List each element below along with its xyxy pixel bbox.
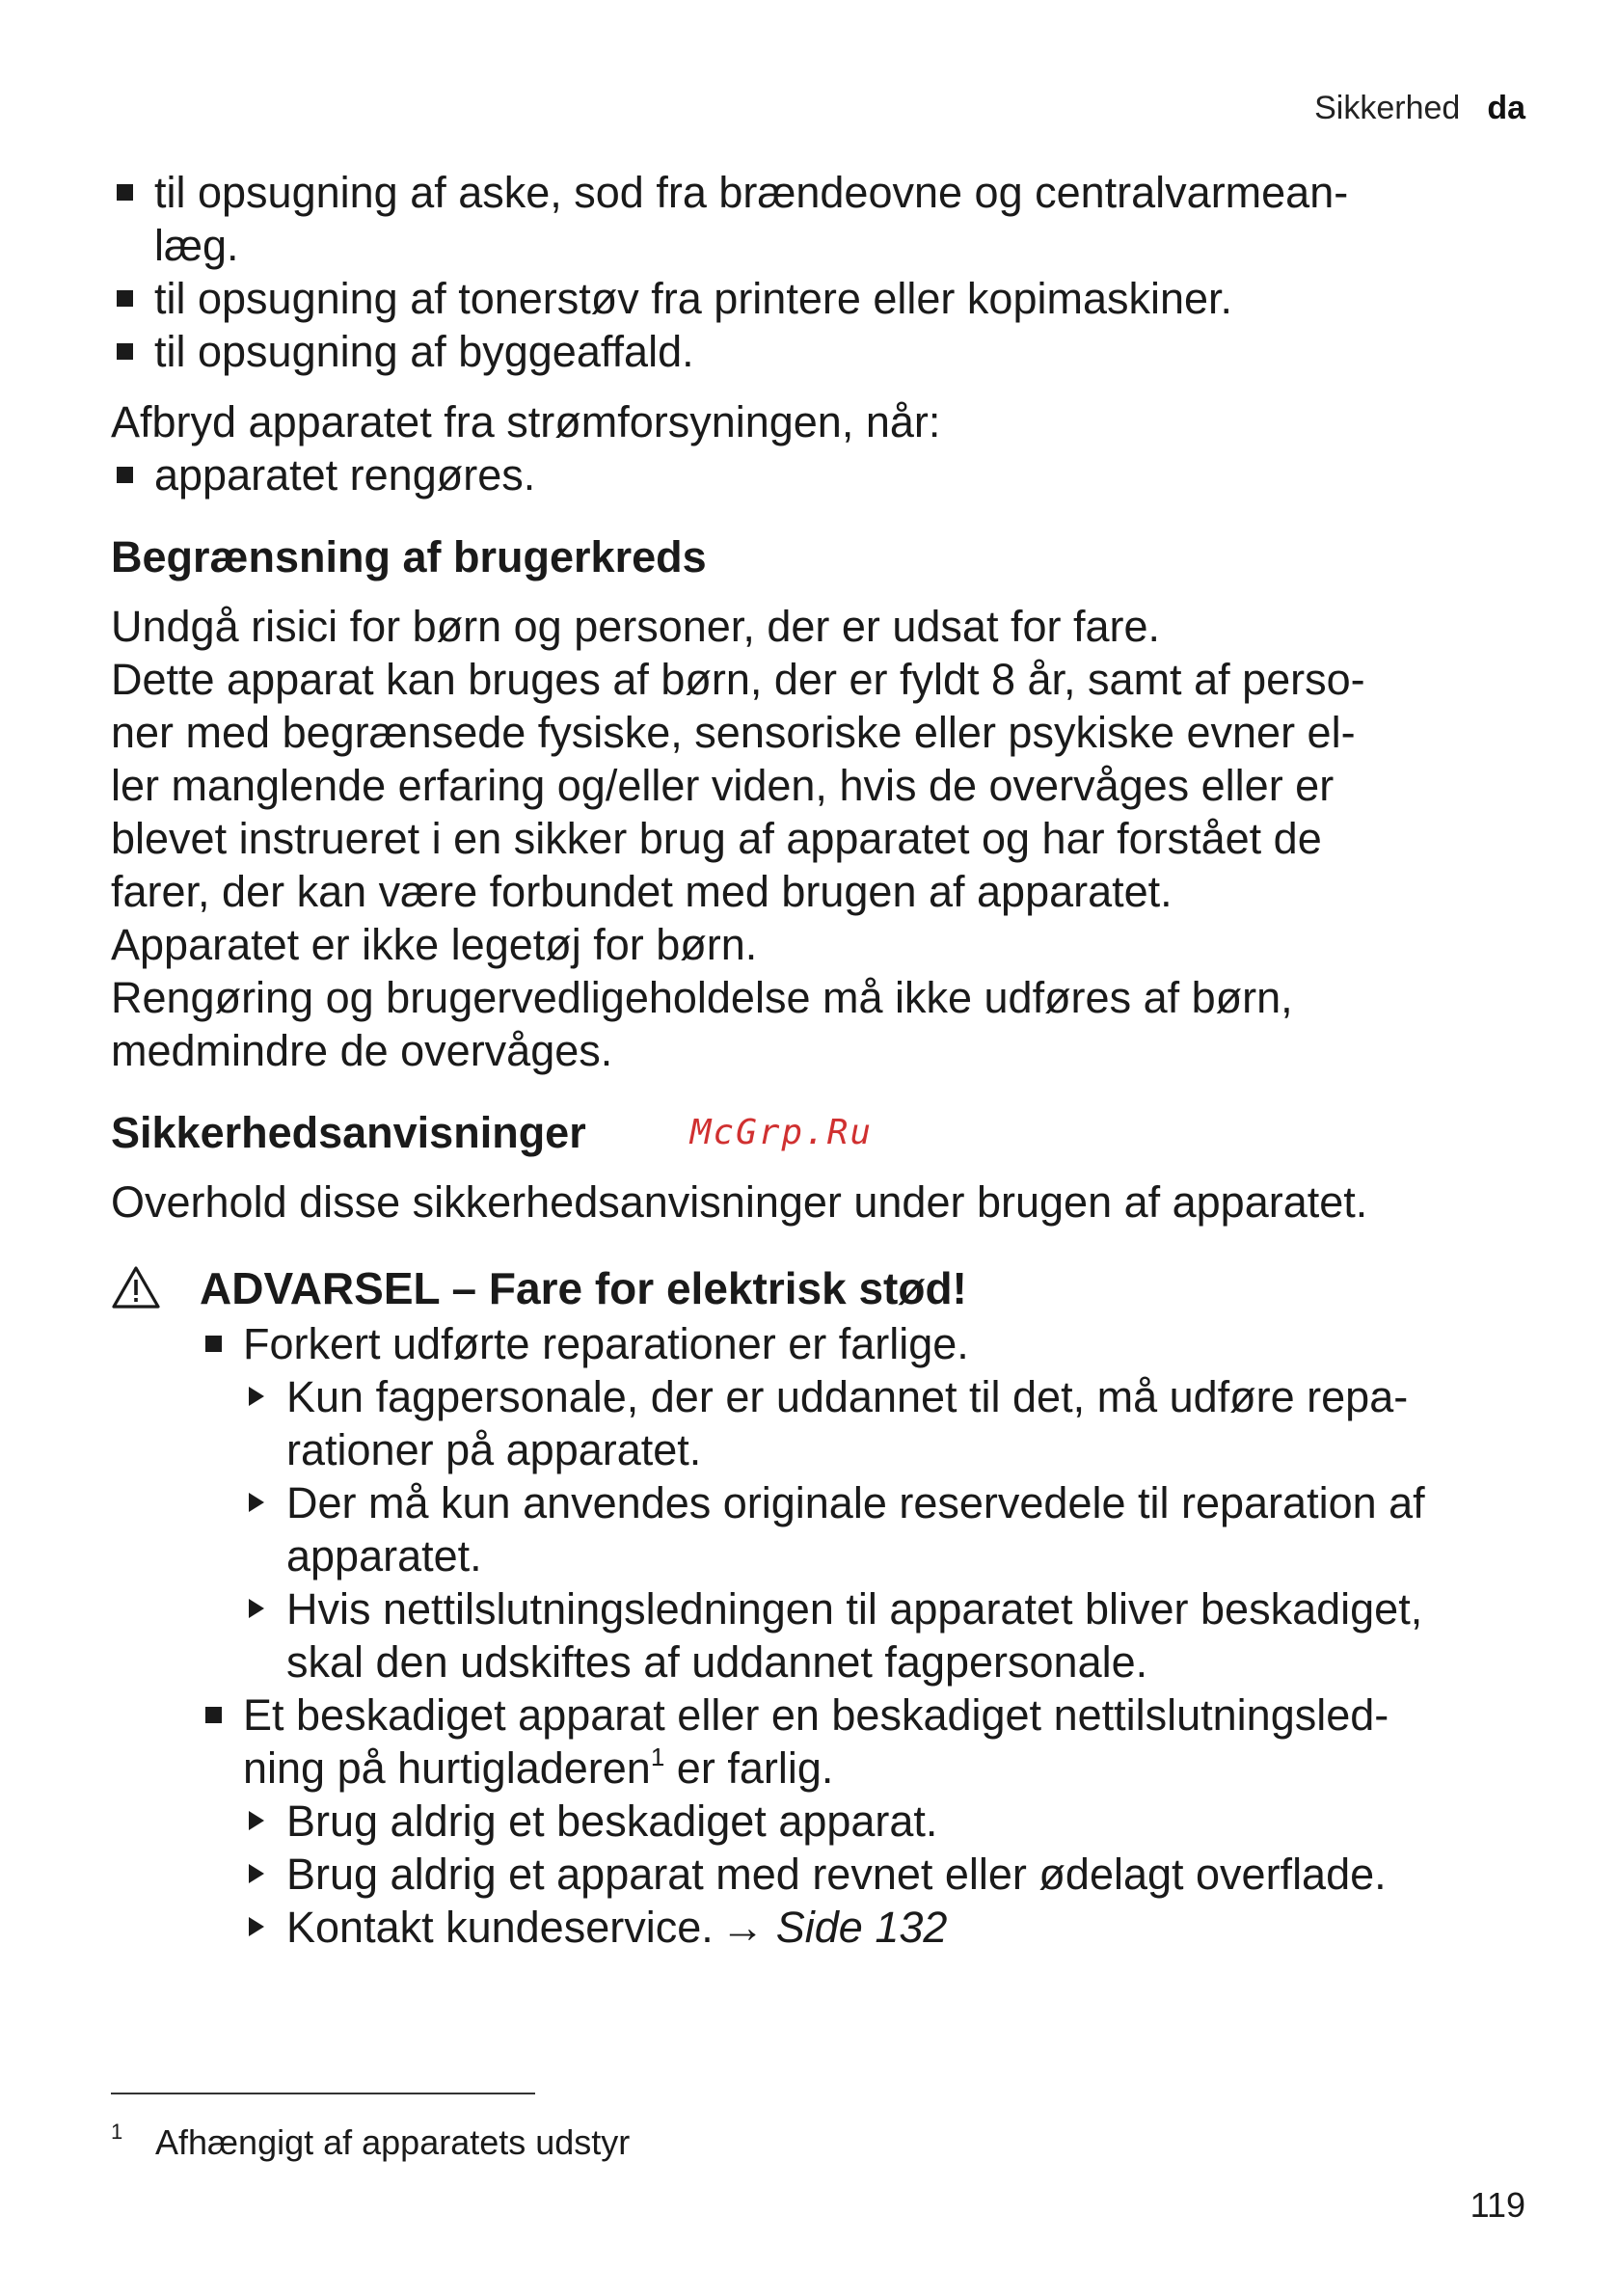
list-item-line: læg.: [154, 221, 239, 270]
intro-list: [111, 166, 1528, 378]
action-line: Kun fagpersonale, der er uddannet til det, må udføre repa-: [286, 1372, 1409, 1421]
header-language: da: [1487, 90, 1525, 126]
body-line: Apparatet er ikke legetøj for børn.: [111, 920, 758, 969]
action-item: [243, 1476, 1528, 1582]
heading-user-group: Begrænsning af brugerkreds: [111, 532, 707, 581]
list-item: [200, 1688, 1528, 1954]
footnote-text: Afhængigt af apparatets udstyr: [155, 2122, 631, 2162]
safety-intro: Overhold disse sikkerhedsanvisninger under brugen af apparatet.: [111, 1177, 1368, 1227]
action-item: [243, 1795, 1528, 1848]
list-item-line: apparatet rengøres.: [154, 450, 536, 500]
warning-triangle-icon: [111, 1265, 161, 1310]
action-line: Brug aldrig et apparat med revnet eller ødelagt overflade.: [286, 1850, 1387, 1899]
list-item-line: Forkert udførte reparationer er farlige.: [243, 1319, 969, 1368]
action-item: [243, 1848, 1528, 1901]
warning-title: [111, 1259, 1528, 1317]
action-line: Brug aldrig et beskadiget apparat.: [286, 1796, 938, 1846]
list-item: [111, 325, 1528, 378]
warning-title-text: ADVARSEL – Fare for elektrisk stød!: [200, 1263, 967, 1313]
action-line: rationer på apparatet.: [286, 1425, 702, 1474]
watermark: McGrp.Ru: [689, 1113, 874, 1152]
list-item-line: ning på hurtigladeren: [243, 1743, 651, 1793]
body-line: blevet instrueret i en sikker brug af apparatet og har forstået de: [111, 814, 1322, 863]
body-line: ner med begrænsede fysiske, sensoriske eller psykiske evner el-: [111, 708, 1356, 757]
footnote: [111, 2108, 630, 2167]
list-item-line: er farlig.: [664, 1743, 834, 1793]
body-line: Undgå risici for børn og personer, der er udsat for fare.: [111, 602, 1161, 651]
footnote-divider: [111, 2093, 535, 2094]
page-content: [111, 166, 1528, 1954]
list-item-line: til opsugning af aske, sod fra brændeovne og centralvarmean-: [154, 168, 1349, 217]
list-item-line: til opsugning af tonerstøv fra printere eller kopimaskiner.: [154, 274, 1233, 323]
warning-list: [200, 1317, 1528, 1954]
body-line: farer, der kan være forbundet med brugen af apparatet.: [111, 867, 1173, 916]
action-item: [243, 1370, 1528, 1476]
action-item: [243, 1901, 1528, 1954]
list-item: [200, 1317, 1528, 1688]
list-item-line: til opsugning af byggeaffald.: [154, 327, 694, 376]
page-cross-reference[interactable]: Side 132: [775, 1903, 948, 1952]
disconnect-text: Afbryd apparatet fra strømforsyningen, når:: [111, 397, 941, 446]
action-line: Der må kun anvendes originale reservedele til reparation af: [286, 1478, 1425, 1527]
user-group-body: [111, 600, 1528, 1077]
action-line: skal den udskiftes af uddannet fagpersonale.: [286, 1637, 1148, 1687]
header-section: Sikkerhed: [1314, 90, 1461, 126]
footnote-mark: 1: [111, 2120, 123, 2144]
action-line: Kontakt kundeservice.: [286, 1903, 714, 1952]
page-number: 119: [1470, 2185, 1525, 2225]
body-line: medmindre de overvåges.: [111, 1026, 613, 1075]
disconnect-list: [111, 448, 1528, 501]
heading-safety-text: Sikkerhedsanvisninger: [111, 1108, 586, 1157]
warning-block: [111, 1259, 1528, 1954]
action-line: apparatet.: [286, 1531, 482, 1580]
action-line: Hvis nettilslutningsledningen til apparatet bliver beskadiget,: [286, 1584, 1423, 1634]
list-item: [111, 272, 1528, 325]
body-line: ler manglende erfaring og/eller viden, hvis de overvåges eller er: [111, 761, 1335, 810]
footnote-reference[interactable]: 1: [650, 1742, 665, 1771]
action-list: [243, 1370, 1528, 1688]
body-line: Rengøring og brugervedligeholdelse må ikke udføres af børn,: [111, 973, 1293, 1022]
action-item: [243, 1582, 1528, 1688]
list-item: [111, 166, 1528, 272]
body-line: Dette apparat kan bruges af børn, der er fyldt 8 år, samt af perso-: [111, 655, 1365, 704]
list-item: [111, 448, 1528, 501]
action-list: [243, 1795, 1528, 1954]
arrow-right-icon: →: [720, 1903, 765, 1952]
running-header: [1314, 85, 1525, 131]
list-item-line: Et beskadiget apparat eller en beskadiget nettilslutningsled-: [243, 1690, 1389, 1740]
heading-safety: [111, 1104, 1528, 1162]
